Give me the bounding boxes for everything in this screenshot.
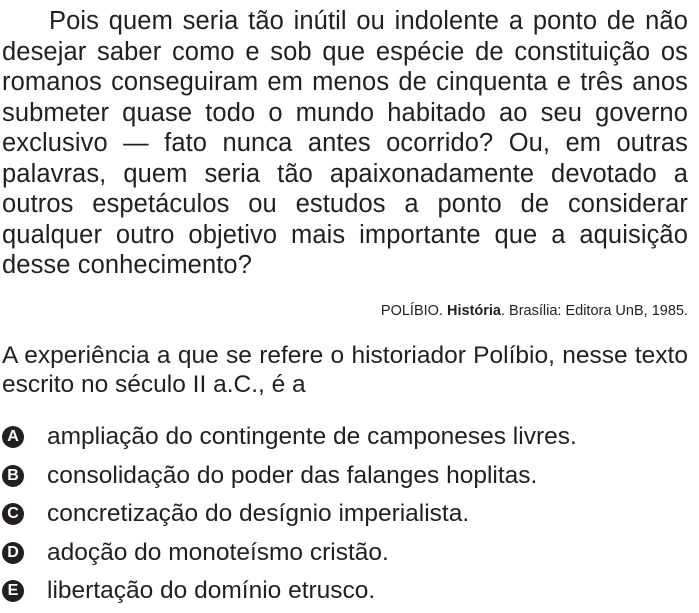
option-e-text: libertação do domínio etrusco.: [47, 577, 376, 605]
citation: [381, 302, 688, 320]
option-b-text: consolidação do poder das falanges hoplitas.: [47, 461, 538, 489]
citation-details: . Brasília: Editora UnB, 1985.: [501, 303, 688, 319]
answer-options: [0, 418, 577, 611]
citation-author: POLÍBIO.: [380, 303, 447, 319]
option-d[interactable]: [0, 534, 577, 573]
option-a[interactable]: [0, 418, 577, 457]
option-c-text: concretização do desígnio imperialista.: [47, 500, 470, 528]
passage-text: Pois quem seria tão inútil ou indolente a ponto de não desejar saber como e sob que espécie de constituição os romanos conseguiram em menos de cinquenta e três anos submeter quase todo o mundo habitado ao seu governo exclusivo — fato nunca antes ocorrido? Ou, em outras palavras, quem seria tão apaixonadamente devotado a outros espetáculos ou estudos a ponto de considerar qualquer outro objetivo mais importante que a aquisição desse conhecimento?: [2, 7, 688, 279]
option-c[interactable]: [0, 495, 577, 534]
option-e-letter-icon: E: [2, 580, 24, 602]
option-c-letter-icon: C: [2, 503, 24, 525]
option-a-letter-icon: A: [2, 426, 24, 448]
option-b[interactable]: [0, 457, 577, 496]
option-b-letter-icon: B: [2, 465, 24, 487]
option-a-text: ampliação do contingente de camponeses livres.: [47, 423, 577, 451]
question-stem: A experiência a que se refere o historiador Políbio, nesse texto escrito no século II a.C., é a: [2, 342, 688, 398]
option-e[interactable]: [0, 572, 577, 611]
citation-work: História: [447, 303, 501, 319]
option-d-text: adoção do monoteísmo cristão.: [47, 538, 389, 566]
option-d-letter-icon: D: [2, 542, 24, 564]
